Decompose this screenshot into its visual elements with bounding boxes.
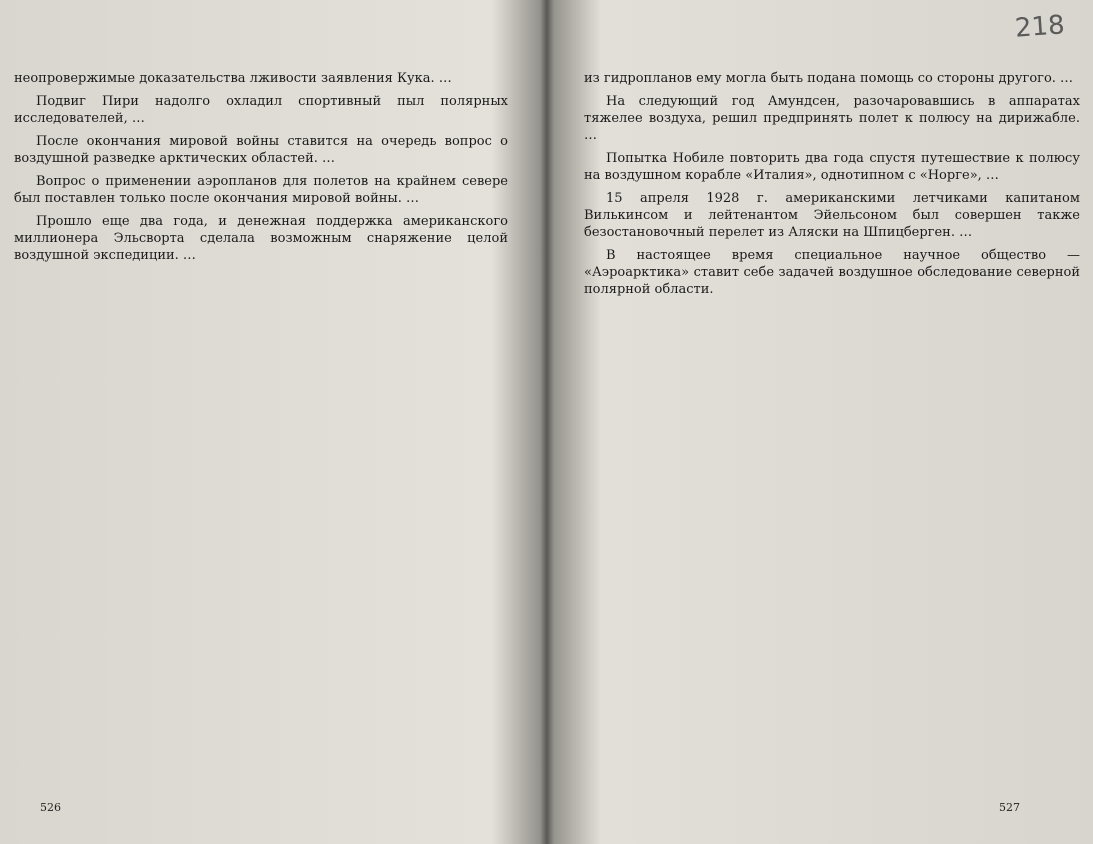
paragraph: 15 апреля 1928 г. американскими летчиками капитаном Вилькинсом и лейтенантом Эйельсоном был совершен также безостановочный перелет из Аляски на Шпицберген. … xyxy=(584,191,1080,240)
paragraph: неопровержимые доказательства лживости заявления Кука. … xyxy=(14,71,452,86)
book-gutter xyxy=(540,0,554,844)
left-page xyxy=(14,70,514,824)
paragraph: из гидропланов ему могла быть подана помощь со стороны другого. … xyxy=(584,71,1074,86)
right-page-body xyxy=(584,70,1080,298)
paragraph: Прошло еще два года, и денежная поддержка американского миллионера Эльсворта сделала возможным снаряжение целой воздушной экспедиции. … xyxy=(14,214,508,263)
paragraph: Вопрос о применении аэропланов для полетов на крайнем севере был поставлен только после окончания мировой войны. … xyxy=(14,174,508,206)
left-page-body xyxy=(14,70,508,264)
paragraph: На следующий год Амундсен, разочаровавшись в аппаратах тяжелее воздуха, решил предпринять полет к полюсу на дирижабле. … xyxy=(584,94,1080,143)
right-page-number: 527 xyxy=(999,801,1020,814)
left-page-number: 526 xyxy=(40,801,61,814)
paragraph: После окончания мировой войны ставится на очередь вопрос о воздушной разведке арктических областей. … xyxy=(14,134,508,166)
paragraph: Попытка Нобиле повторить два года спустя путешествие к полюсу на воздушном корабле «Италия», однотипном с «Норге», … xyxy=(584,151,1080,183)
right-page xyxy=(580,70,1080,824)
paragraph: Подвиг Пири надолго охладил спортивный пыл полярных исследователей, … xyxy=(14,94,508,126)
paragraph: В настоящее время специальное научное общество — «Аэроарктика» ставит себе задачей воздушное обследование северной полярной области. xyxy=(584,248,1080,297)
handwritten-margin-number: 218 xyxy=(1014,10,1066,44)
